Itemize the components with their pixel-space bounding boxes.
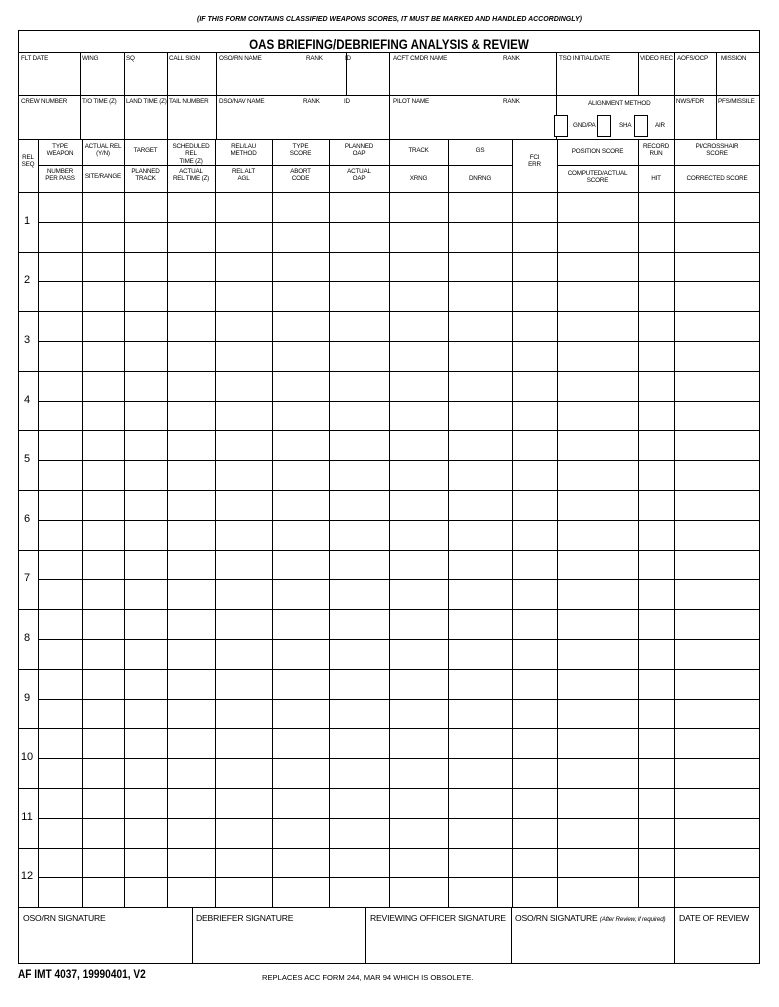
tail-number-label: TAIL NUMBER bbox=[169, 98, 209, 105]
oso-rn-after-review-signature-label bbox=[515, 913, 665, 923]
air-label: AIR bbox=[655, 122, 665, 129]
crew-number-label: CREW NUMBER bbox=[21, 98, 68, 105]
oso-rn-after-review-text: OSO/RN SIGNATURE bbox=[515, 913, 598, 923]
col-gs: GS bbox=[475, 147, 485, 154]
col-record-run: RECORD RUN bbox=[642, 143, 670, 158]
col-actual-rel: ACTUAL REL (Y/N) bbox=[84, 143, 122, 158]
col-rel-seq: REL SEQ bbox=[21, 154, 35, 169]
col-scheduled-rel-time: SCHEDULED REL TIME (Z) bbox=[172, 143, 210, 165]
after-review-note: (After Review, if required) bbox=[599, 916, 666, 923]
grid-hline bbox=[38, 758, 759, 759]
grid-hline bbox=[38, 281, 759, 282]
col-actual-rel-time: ACTUAL REL TIME (Z) bbox=[172, 168, 210, 183]
grid-hline bbox=[38, 460, 759, 461]
col-type-score: TYPE SCORE bbox=[289, 143, 312, 158]
col-fci-err: FCI ERR bbox=[528, 154, 541, 169]
col-planned-oap: PLANNED OAP bbox=[344, 143, 374, 158]
grid-vline bbox=[124, 139, 125, 907]
grid-vline bbox=[124, 52, 125, 95]
grid-hline bbox=[38, 639, 759, 640]
rel-seq-number: 4 bbox=[23, 394, 31, 406]
grid-hline bbox=[18, 252, 759, 253]
grid-vline bbox=[556, 52, 557, 95]
oso-rn-signature-label: OSO/RN SIGNATURE bbox=[23, 913, 106, 923]
gnd-pa-label: GND/PA bbox=[573, 122, 596, 129]
grid-vline bbox=[365, 907, 366, 963]
grid-vline bbox=[389, 52, 390, 95]
col-abort-code: ABORT CODE bbox=[290, 168, 311, 183]
col-corrected-score: CORRECTED SCORE bbox=[686, 175, 748, 182]
grid-vline bbox=[80, 95, 81, 139]
col-planned-track: PLANNED TRACK bbox=[131, 168, 160, 183]
col-target: TARGET bbox=[133, 147, 158, 154]
grid-hline bbox=[18, 848, 759, 849]
grid-hline bbox=[557, 165, 759, 166]
date-of-review-label: DATE OF REVIEW bbox=[679, 913, 750, 923]
col-number-per-pass: NUMBER PER PASS bbox=[45, 168, 75, 183]
grid-vline bbox=[512, 139, 513, 907]
col-dnrng: DNRNG bbox=[468, 175, 492, 182]
grid-vline bbox=[80, 52, 81, 95]
grid-hline bbox=[18, 430, 759, 431]
dso-nav-name-label: DSO/NAV NAME bbox=[219, 98, 265, 105]
grid-vline bbox=[716, 52, 717, 95]
grid-vline bbox=[674, 907, 675, 963]
video-rec-label: VIDEO REC bbox=[640, 55, 673, 62]
grid-hline bbox=[38, 699, 759, 700]
pilot-name-label: PILOT NAME bbox=[393, 98, 430, 105]
grid-hline bbox=[38, 877, 759, 878]
col-computed-actual-score: COMPUTED/ACTUAL SCORE bbox=[567, 170, 628, 185]
grid-hline bbox=[38, 222, 759, 223]
grid-hline bbox=[38, 401, 759, 402]
grid-vline bbox=[389, 95, 390, 139]
col-pi-crosshair-score: PI/CROSSHAIR SCORE bbox=[695, 143, 739, 158]
grid-vline bbox=[167, 52, 168, 95]
debriefer-signature-label: DEBRIEFER SIGNATURE bbox=[196, 913, 294, 923]
grid-hline bbox=[38, 165, 512, 166]
grid-vline bbox=[448, 139, 449, 907]
grid-vline bbox=[389, 139, 390, 907]
oso-rn-name-label: OSO/RN NAME bbox=[219, 55, 262, 62]
call-sign-label: CALL SIGN bbox=[169, 55, 200, 62]
form-title: OAS BRIEFING/DEBRIEFING ANALYSIS & REVIEW bbox=[249, 37, 529, 52]
col-rel-lau-method: REL/LAU METHOD bbox=[230, 143, 257, 158]
grid-hline bbox=[38, 579, 759, 580]
sha-checkbox[interactable] bbox=[597, 115, 611, 137]
grid-vline bbox=[557, 139, 558, 907]
grid-vline bbox=[638, 52, 639, 95]
sq-label: SQ bbox=[126, 55, 135, 62]
col-hit: HIT bbox=[651, 175, 661, 182]
col-track: TRACK bbox=[408, 147, 429, 154]
grid-vline bbox=[674, 52, 675, 95]
rel-seq-number: 2 bbox=[23, 274, 31, 286]
grid-vline bbox=[716, 95, 717, 139]
oso-id-label: ID bbox=[345, 55, 351, 62]
grid-vline bbox=[124, 95, 125, 139]
form-identifier: AF IMT 4037, 19990401, V2 bbox=[18, 969, 146, 981]
col-actual-oap: ACTUAL OAP bbox=[347, 168, 371, 183]
grid-hline bbox=[18, 907, 759, 908]
grid-hline bbox=[18, 371, 759, 372]
grid-vline bbox=[215, 139, 216, 907]
mission-label: MISSION bbox=[721, 55, 747, 62]
grid-hline bbox=[18, 550, 759, 551]
grid-vline bbox=[167, 139, 168, 907]
col-rel-alt-agl: REL ALT AGL bbox=[231, 168, 256, 183]
grid-vline bbox=[674, 139, 675, 907]
rel-seq-number: 10 bbox=[20, 751, 34, 763]
acft-cmdr-name-label: ACFT CMDR NAME bbox=[393, 55, 448, 62]
grid-vline bbox=[272, 139, 273, 907]
grid-hline bbox=[38, 818, 759, 819]
grid-vline bbox=[82, 139, 83, 907]
flt-date-label: FLT DATE bbox=[21, 55, 49, 62]
grid-vline bbox=[329, 139, 330, 907]
wing-label: WING bbox=[82, 55, 99, 62]
col-type-weapon: TYPE WEAPON bbox=[46, 143, 74, 158]
nws-fdr-label: NWS/FDR bbox=[676, 98, 704, 105]
rel-seq-number: 11 bbox=[21, 811, 33, 823]
col-site-range: SITE/RANGE bbox=[84, 173, 122, 180]
grid-hline bbox=[18, 311, 759, 312]
rel-seq-number: 7 bbox=[23, 572, 31, 584]
grid-vline bbox=[38, 139, 39, 907]
pfs-missile-label: PFS/MISSILE bbox=[718, 98, 755, 105]
rel-seq-number: 9 bbox=[23, 692, 31, 704]
grid-hline bbox=[18, 669, 759, 670]
rel-seq-number: 5 bbox=[23, 453, 31, 465]
rel-seq-number: 1 bbox=[23, 215, 31, 227]
grid-vline bbox=[674, 95, 675, 139]
reviewing-officer-signature-label: REVIEWING OFFICER SIGNATURE bbox=[370, 913, 506, 923]
sha-label: SHA bbox=[619, 122, 632, 129]
grid-vline bbox=[216, 95, 217, 139]
grid-hline bbox=[18, 609, 759, 610]
dso-id-label: ID bbox=[344, 98, 350, 105]
rel-seq-number: 12 bbox=[20, 870, 34, 882]
land-time-label: LAND TIME (Z) bbox=[126, 98, 167, 105]
grid-hline bbox=[38, 520, 759, 521]
gnd-pa-checkbox[interactable] bbox=[554, 115, 568, 137]
to-time-label: T/O TIME (Z) bbox=[82, 98, 117, 105]
col-xrng: XRNG bbox=[409, 175, 428, 182]
grid-hline bbox=[18, 728, 759, 729]
rel-seq-number: 3 bbox=[23, 334, 31, 346]
grid-hline bbox=[38, 341, 759, 342]
grid-hline bbox=[18, 490, 759, 491]
alignment-method-label: ALIGNMENT METHOD bbox=[588, 100, 651, 107]
col-position-score: POSITION SCORE bbox=[571, 148, 624, 155]
rel-seq-number: 6 bbox=[23, 513, 31, 525]
dso-rank-label: RANK bbox=[303, 98, 320, 105]
aofs-ocp-label: AOFS/OCP bbox=[677, 55, 708, 62]
grid-vline bbox=[167, 95, 168, 139]
pilot-rank-label: RANK bbox=[503, 98, 520, 105]
grid-vline bbox=[192, 907, 193, 963]
replaces-notice: REPLACES ACC FORM 244, MAR 94 WHICH IS OBSOLETE. bbox=[262, 973, 474, 982]
grid-hline bbox=[18, 192, 759, 193]
cmdr-rank-label: RANK bbox=[503, 55, 520, 62]
grid-hline bbox=[18, 788, 759, 789]
tso-initial-date-label: TSO INITIAL/DATE bbox=[559, 55, 610, 62]
grid-vline bbox=[511, 907, 512, 963]
classification-notice: (IF THIS FORM CONTAINS CLASSIFIED WEAPONS SCORES, IT MUST BE MARKED AND HANDLED ACCORDINGLY) bbox=[197, 16, 582, 23]
oso-rank-label: RANK bbox=[306, 55, 323, 62]
air-checkbox[interactable] bbox=[634, 115, 648, 137]
grid-vline bbox=[216, 52, 217, 95]
grid-vline bbox=[638, 139, 639, 907]
rel-seq-number: 8 bbox=[23, 632, 31, 644]
